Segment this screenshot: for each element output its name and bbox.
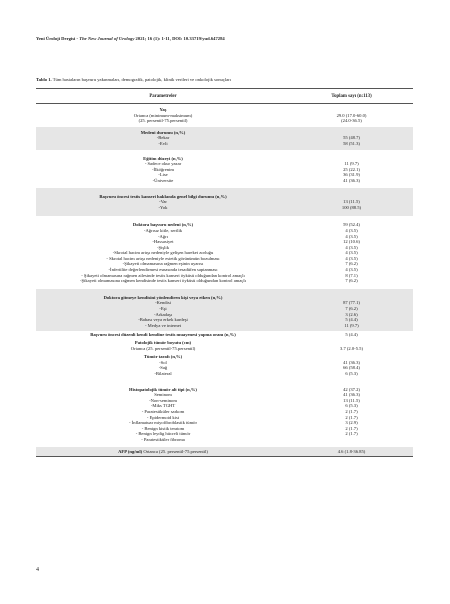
section-title: Doktora gitmeye kendisini yönlendiren kişi veya etken (n,%) (103, 294, 223, 300)
value-cell: 3.7 (2.0-5.5) (340, 345, 363, 351)
parameter-label: -Evli (158, 140, 168, 146)
value-cell: 4 (3.5) (345, 250, 358, 256)
value-cell: 5 (4.4) (345, 317, 358, 323)
table-section (36, 150, 413, 188)
section-title: Medeni durumu (n,%) (140, 129, 186, 135)
header-parameters: Parametreler (149, 93, 177, 99)
page-number: 4 (36, 567, 39, 573)
parameter-label: -Non-seminom (149, 397, 177, 403)
parameter-label: - İnflamatuar miyofibroblastik tümör (129, 420, 197, 426)
section-title: Doktora başvuru nedeni (n,%) (132, 222, 194, 228)
value-cell: 4.6 (1.8-36.85) (337, 448, 366, 454)
parameter-label: -Miks TGHT (150, 403, 176, 409)
value-cell: 25 (22.1) (343, 166, 360, 172)
section-title: Eğitim düzeyi (n,%) (143, 155, 183, 161)
value-cell: 87 (77.1) (343, 300, 360, 306)
section-parameters (36, 156, 290, 184)
parameter-label: -Arkadaşı (153, 311, 173, 317)
parameter-label: -Eşi (159, 306, 167, 312)
value-cell: 7 (6.2) (345, 261, 358, 267)
parameter-label: - Benign kistik teratom (141, 425, 185, 431)
parameter-label: -Şikayeti olmamasına rağmen kendisinde testis kanseri öyküsü olduğundan kontrol amaçlı (80, 278, 246, 284)
table-caption (36, 77, 231, 82)
parameter-label: - Sadece okur yazar (144, 161, 182, 167)
value-cell: (24.0-36.5) (341, 118, 362, 124)
section-parameters (36, 340, 290, 351)
table-section (36, 216, 413, 289)
section-parameters (36, 130, 290, 147)
parameter-label: - Benign leydig hücreli tümör (135, 431, 191, 437)
parameter-label: -Şikayeti olmamasına rağmen eşinin uyarısı (122, 261, 204, 267)
table-section (36, 447, 413, 457)
parameter-label: -Var (159, 199, 167, 205)
parameter-label: - Paratestiküler fibroma (141, 436, 185, 442)
value-cell: 5 (4.4) (345, 332, 358, 338)
value-cell: 3 (2.6) (345, 311, 358, 317)
value-cell: 42 (37.2) (343, 386, 360, 392)
section-values (290, 295, 413, 329)
value-cell: 59 (52.4) (343, 222, 360, 228)
value-cell: 11 (9.7) (344, 161, 359, 167)
parameter-label: -Bilateral (154, 370, 172, 376)
parameter-label: Seminom (154, 392, 172, 398)
table-caption-label: Tablo 1. (36, 77, 52, 82)
parameter-label: -Yok (158, 204, 168, 210)
section-title-suffix: Ortanca (25. persentil-75.persentil) (142, 448, 208, 454)
section-title: Yaş (159, 107, 167, 112)
parameter-label: -Sağ (158, 365, 168, 371)
section-values (290, 194, 413, 211)
section-title: Patolojik tümör boyutu (cm) (134, 340, 192, 345)
value-cell: 55 (48.7) (343, 135, 360, 141)
data-table (36, 88, 413, 457)
value-cell: 13 (11.5) (343, 397, 360, 403)
value-cell: 2 (1.7) (345, 431, 358, 437)
table-section (36, 188, 413, 217)
value-cell: 2 (1.7) (345, 425, 358, 431)
parameter-label: -İlköğrenim (152, 166, 174, 172)
table-section (36, 127, 413, 150)
journal-name-en: The New Journal of Urology (79, 36, 135, 41)
value-cell: 2 (1.7) (345, 408, 358, 414)
section-values (290, 332, 413, 338)
parameter-label: -Hassasiyet (152, 239, 174, 245)
parameter-label: -Ağrı (158, 233, 168, 239)
value-cell: 6 (5.3) (345, 370, 358, 376)
value-cell: 7 (6.2) (345, 278, 358, 284)
table-header-row (36, 89, 413, 104)
section-title: Başvuru öncesi düzenli kendi kendine testis muayenesi yapma oranı (n,%) (90, 332, 236, 338)
journal-citation: 2021; 16 (1): 1-11, DOI: 10.33719/yud.647284 (134, 36, 225, 41)
value-cell: 4 (3.5) (345, 227, 358, 233)
table-section (36, 381, 413, 447)
table-section (36, 331, 413, 339)
parameter-label: - Şikayeti olmamasına rağmen ailesinde testis kanseri öyküsü olduğundan kontrol amaçlı (81, 272, 245, 278)
value-cell: 12 (10.6) (343, 239, 360, 245)
value-cell: 4 (3.5) (345, 267, 358, 273)
parameter-label: -Babası veya erkek kardeşi (138, 317, 188, 323)
value-cell: 36 (31.9) (343, 172, 360, 178)
section-title: Tümör tarafı (n,%) (143, 354, 183, 360)
table-caption-text: Tüm hastaların başvuru yakınmaları, demografik, patolojik, klinik verileri ve onkolojik sonuçları (51, 77, 231, 82)
section-parameters (36, 295, 290, 329)
parameter-label: -Kendisi (155, 300, 171, 306)
section-title: Başvuru öncesi testis kanseri hakkında genel bilgi durumu (n,%) (99, 193, 227, 199)
section-parameters (36, 194, 290, 211)
section-parameters (36, 449, 290, 455)
section-parameters (36, 222, 290, 284)
value-cell: 29.0 (17.0-60.0) (336, 112, 367, 118)
section-parameters (36, 332, 290, 338)
table-body (36, 104, 413, 456)
parameter-label: Ortanca (25. persentil-75.persentil) (130, 345, 196, 351)
parameter-label: - Paratestiküler sarkom (141, 408, 185, 414)
parameter-label: -İnfertilite değerlendirmesi esnasında tesadüfen saptanması (108, 267, 218, 273)
section-values (290, 156, 413, 184)
parameter-label: -Şişlik (157, 244, 169, 250)
parameter-label: -Ağrısız kitle, sertlik (143, 227, 183, 233)
table-section (36, 289, 413, 332)
section-parameters (36, 354, 290, 376)
section-title: AFP (ng/ml) (118, 448, 143, 454)
section-values (290, 387, 413, 443)
value-cell: 4 (3.5) (345, 233, 358, 239)
section-title: Histopatolojik tümör alt tipi (n,%) (129, 386, 197, 392)
value-cell: 41 (36.3) (343, 392, 360, 398)
value-cell: 11 (9.7) (344, 322, 359, 328)
section-parameters (36, 107, 290, 124)
value-cell: 8 (7.1) (345, 272, 358, 278)
parameter-label: -Üniversite (152, 177, 174, 183)
table-section (36, 104, 413, 127)
section-values (290, 354, 413, 376)
value-cell: 41 (36.3) (343, 359, 360, 365)
value-cell: 100 (88.5) (341, 204, 362, 210)
parameter-label: Ortanca (minimum-maksimum) (133, 112, 193, 118)
parameter-label: -Skrotal hacim artışı nedeniyle gelişen hareket zorluğu (112, 250, 214, 256)
table-section (36, 339, 413, 353)
parameter-label: - Skrotal hacim artışı nedeniyle estetik görünümün bozulması (106, 255, 220, 261)
section-values (290, 130, 413, 147)
value-cell: 6 (5.3) (345, 403, 358, 409)
parameter-label: -Sol (159, 359, 167, 365)
parameter-label: -Bekar (156, 135, 170, 141)
value-cell: 66 (58.4) (343, 365, 360, 371)
parameter-label: -Lise (158, 172, 168, 178)
section-values (290, 107, 413, 124)
value-cell: 2 (1.7) (345, 414, 358, 420)
parameter-label: - Medya ve internet (144, 322, 182, 328)
value-cell: 4 (3.5) (345, 255, 358, 261)
section-values (290, 340, 413, 351)
value-cell: 4 (3.5) (345, 244, 358, 250)
section-values (290, 222, 413, 284)
journal-header (36, 36, 225, 41)
header-total: Toplam sayı (n:113) (331, 93, 372, 99)
value-cell: 13 (11.5) (343, 199, 360, 205)
journal-name: Yeni Üroloji Dergisi - (36, 36, 80, 41)
value-cell: 7 (6.2) (345, 306, 358, 312)
parameter-label: (25. persentil-75.persentil) (138, 118, 188, 124)
table-section (36, 353, 413, 380)
value-cell: 3 (2.9) (345, 420, 358, 426)
value-cell: 41 (36.3) (343, 177, 360, 183)
parameter-label: - Epidermoid kist (146, 414, 180, 420)
section-parameters (36, 387, 290, 443)
section-values (290, 449, 413, 455)
value-cell: 58 (51.3) (343, 140, 360, 146)
